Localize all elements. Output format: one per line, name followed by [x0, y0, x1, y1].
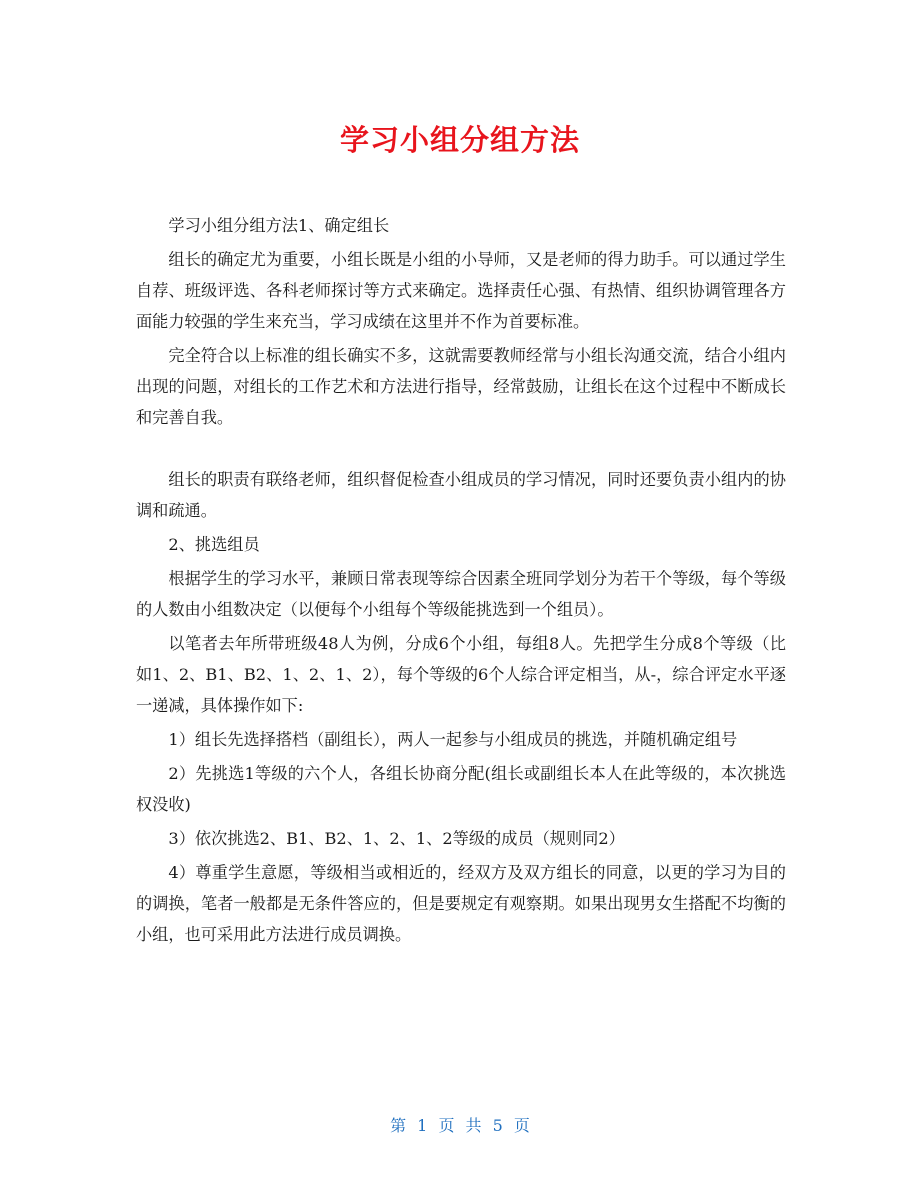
paragraph: 2、挑选组员 — [168, 535, 260, 554]
paragraph: 组长的确定尤为重要，小组长既是小组的小导师，又是老师的得力助手。可以通过学生自荐、班级评选、各科老师探讨等方式来确定。选择责任心强、有热情、组织协调管理各方面能力较强的学生来充当，学习成绩在这里并不作为首要标准。 — [136, 250, 786, 331]
paragraph: 学习小组分组方法1、确定组长 — [168, 216, 390, 235]
document-body — [136, 210, 786, 953]
paragraph: 根据学生的学习水平，兼顾日常表现等综合因素全班同学划分为若干个等级，每个等级的人数由小组数决定（以便每个小组每个等级能挑选到一个组员）。 — [136, 569, 786, 619]
paragraph: 完全符合以上标准的组长确实不多，这就需要教师经常与小组长沟通交流，结合小组内出现的问题，对组长的工作艺术和方法进行指导，经常鼓励，让组长在这个过程中不断成长和完善自我。 — [136, 346, 786, 427]
paragraph: 组长的职责有联络老师，组织督促检查小组成员的学习情况，同时还要负责小组内的协调和疏通。 — [136, 470, 786, 520]
paragraph: 4）尊重学生意愿，等级相当或相近的，经双方及双方组长的同意，以更的学习为目的的调换，笔者一般都是无条件答应的，但是要规定有观察期。如果出现男女生搭配不均衡的小组，也可采用此方法进行成员调换。 — [136, 863, 786, 944]
document-title: 学习小组分组方法 — [339, 123, 580, 157]
page-number-footer: 第 1 页 共 5 页 — [390, 1116, 530, 1135]
paragraph: 3）依次挑选2、B1、B2、1、2、1、2等级的成员（规则同2） — [168, 829, 625, 848]
paragraph: 以笔者去年所带班级48人为例，分成6个小组，每组8人。先把学生分成8个等级（比如1、2、B1、B2、1、2、1、2），每个等级的6个人综合评定相当，从-，综合评定水平逐一递减，具体操作如下: — [136, 634, 786, 715]
paragraph: 1）组长先选择搭档（副组长），两人一起参与小组成员的挑选，并随机确定组号 — [168, 730, 738, 749]
paragraph: 2）先挑选1等级的六个人，各组长协商分配(组长或副组长本人在此等级的，本次挑选权没收) — [136, 764, 786, 814]
